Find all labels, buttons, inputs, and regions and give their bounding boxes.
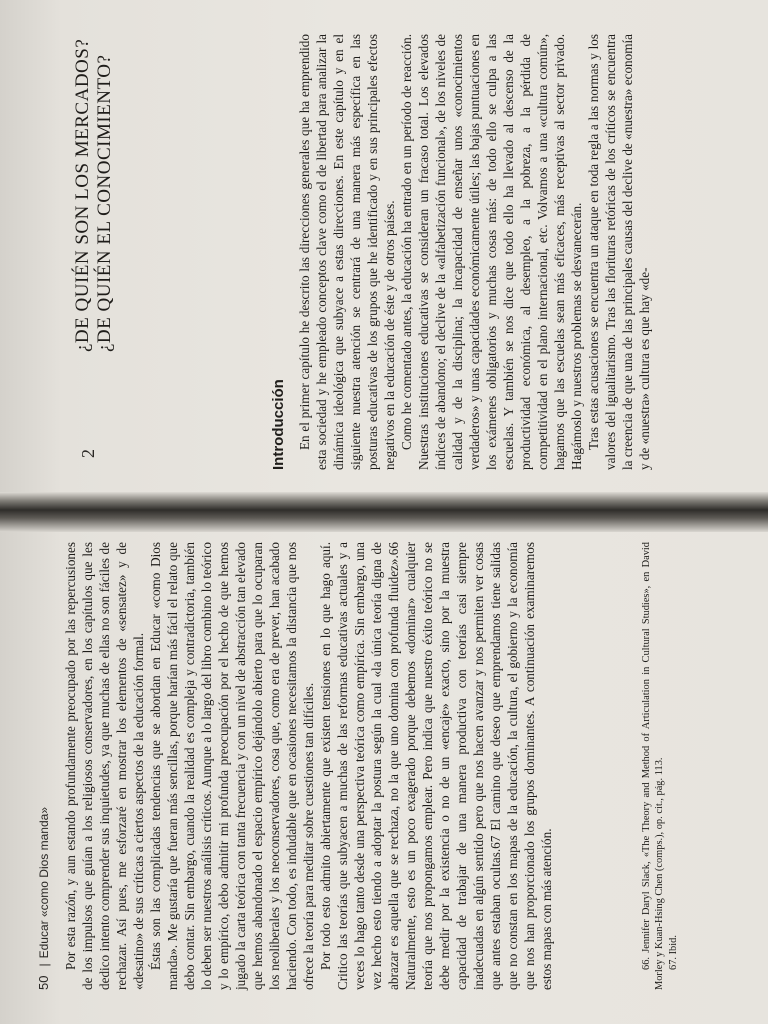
page-number: 50 (36, 975, 51, 990)
paragraph: Por esta razón, y aun estando profundamente preocupado por las repercusiones de los impulsos que guían a los religiosos conservadores, en los capítulos que les dedico intento comprender sus inquietudes, ya que muchas de ellas no son fáciles de rechazar. Así pues, me esforzaré en mostrar los elementos de «sensatez» y de «desatino» de sus críticas a ciertos aspectos de la educación formal. (63, 542, 146, 990)
left-body-text (62, 542, 555, 990)
book-gutter-shadow (0, 492, 768, 532)
running-head-title: Educar «como Dios manda» (37, 806, 51, 959)
chapter-title-line: ¿DE QUIÉN EL CONOCIMIENTO? (94, 54, 115, 352)
section-heading: Introducción (270, 379, 287, 470)
footnote-66: 66. Jennifer Daryl Slack, «The Theory and Method of Articulation in Cultural Studies», en David Morley y Kuan-Hsing Chen (comps.), op. cit., pág. 113. (641, 542, 665, 990)
left-page (0, 532, 768, 1024)
chapter-number: 2 (78, 449, 98, 458)
paragraph: Por todo esto admito abiertamente que existen tensiones en lo que hago aquí. Critico las teorías que subyacen a muchas de las reformas educativas actuales y a veces lo hago tanto desde una perspectiva teórica como empírica. Sin embargo, una vez hecho esto tiendo a adoptar la postura según la cual «la única teoría digna de abrazar es aquella que se rechaza, no la que uno domina con profunda fluidez».66 Naturalmente, esto es un poco exagerado porque debemos «dominar» cualquier teoría que nos propongamos emplear. Pero indica que nuestro éxito teórico no se debe medir por la existencia o no de un «encaje» exacto, sino por la muestra capacidad de trabajar de una manera productiva con teorías casi siempre inadecuadas en algún sentido pero que nos hacen avanzar y nos permiten ver cosas que antes estaban ocultas.67 El camino que deseo que emprendamos tiene salidas que no constan en los mapas de la educación, la cultura, el gobierno y la economía que nos han proporcionado los grupos dominantes. A continuación examinaremos estos mapas con más atención. (318, 542, 554, 990)
footnotes (640, 542, 681, 990)
paragraph: En el primer capítulo he descrito las direcciones generales que ha emprendido esta sociedad y he empleado conceptos clave como el de libertad para analizar la dinámica ideológica que subyace a estas direcciones. En este capítulo y en el siguiente nuestra atención se centrará de una manera más específica en las posturas educativas de los grupos que he identificado y en sus principales efectos negativos en la educación de éste y de otros países. (297, 34, 397, 470)
paragraph: Tras estas acusaciones se encuentra un ataque en toda regla a las normas y los valores del igualitarismo. Tras las florituras retóricas de los críticos se encuentra la creencia de que una de las principales causas del declive de «nuestra» economía y de «nuestra» cultura es que hay «de- (586, 34, 652, 470)
paragraph: Éstas son las complicadas tendencias que se abordan en Educar «como Dios manda». Me gustaría que fueran más sencillas, porque harían más fácil el relato que debo contar. Sin embargo, cuando la realidad es compleja y contradictoria, también lo deben ser nuestros análisis críticos. Aunque a lo largo del libro combino lo teórico y lo empírico, debo admitir mi profunda preocupación por el hecho de que hemos jugado la carta teórica con tanta frecuencia y con un nivel de abstracción tan elevado que hemos abandonado el espacio empírico dejándolo abierto para que lo ocuparan los neoliberales y los neoconservadores, cosa que, como era de prever, han acabado haciendo. Con todo, es indudable que en ocasiones necesitamos la distancia que nos ofrece la teoría para meditar sobre cuestiones tan difíciles. (148, 542, 316, 990)
chapter-title (72, 22, 116, 352)
paragraph: Como he comentado antes, la educación ha entrado en un período de reacción. Nuestras instituciones educativas se consideran un fracaso total. Los elevados índices de abandono; el declive de la «alfabetización funcional», de los niveles de calidad y de la disciplina; la incapacidad de enseñar unos «conocimientos verdaderos» y unas capacidades económicamente útiles; las bajas puntuaciones en los exámenes obligatorios y muchas cosas más: de todo ello se culpa a las escuelas. Y también se nos dice que todo ello ha llevado al descenso de la productividad económica, al desempleo, a la pobreza, a la pérdida de competitividad en el plano internacional, etc. Volvamos a una «cultura común», hagamos que las escuelas sean más eficaces, más receptivas al sector privado. Hagámoslo y nuestros problemas se desvanecerán. (399, 34, 584, 470)
right-body-text (296, 34, 653, 470)
chapter-title-line: ¿DE QUIÉN SON LOS MERCADOS? (72, 38, 93, 352)
running-head (36, 807, 51, 990)
footnote-67: 67. Ibid. (668, 935, 679, 970)
running-head-separator: | (37, 963, 51, 967)
